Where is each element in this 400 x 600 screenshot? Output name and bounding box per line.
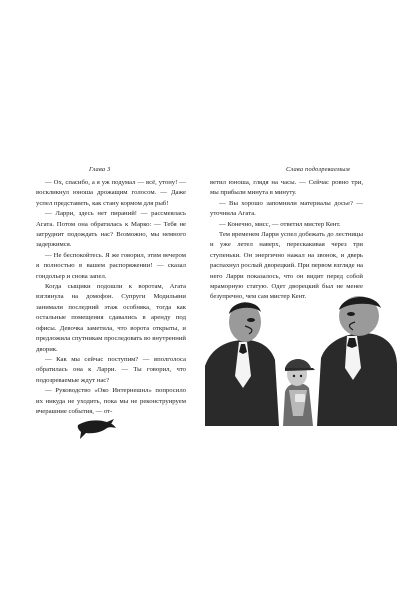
- paragraph: — Конечно, мисс, — ответил мистер Кент.: [219, 220, 341, 228]
- right-page-text: [210, 178, 363, 303]
- paragraph: — Не беспокойтесь. Я же говорил, этим вечером я полностью в вашем распоряжении! — сказал гондольер и снова запел.: [36, 251, 186, 280]
- paragraph: ветил юноша, глядя на часы. — Сейчас ровно три, мы прибыли минута в минуту.: [210, 179, 363, 197]
- left-butler-figure: [205, 302, 279, 426]
- paragraph: — Руководство «Око Интернешнл» попросило их никуда не уходить, пока мы не реконструируем вчерашние события, — от-: [36, 387, 186, 415]
- paragraph: Когда сыщики подошли к воротам, Агата взглянула на домофон. Супруги Модильяни занимали последний этаж особняка, тогда как остальные помещения сдавались в аренду под офисы. Девочка заметила, что ворота открыты, и предложила спутникам проследовать во внутренний дворик.: [36, 283, 186, 353]
- running-head-left: Глава 3: [89, 166, 111, 173]
- bird-ornament-icon: [74, 412, 118, 442]
- paragraph: — Ох, спасибо, а я уж подумал — всё, утону! — воскликнул юноша дрожащим голосом. — Даже успел представить, как стану кормом для рыб!: [36, 179, 186, 207]
- paragraph: — Вы хорошо запомнили материалы досье? — уточнила Агата.: [210, 199, 363, 218]
- left-page-text: [36, 178, 186, 417]
- paragraph: — Как мы сейчас поступим? — вполголоса обратилась она к Ларри. — Ты говорил, что подозреваемые ждут нас?: [36, 355, 186, 384]
- boy-figure: [283, 359, 315, 426]
- page-number: 44: [24, 419, 32, 426]
- running-head-right: Слава подозреваемым: [286, 166, 350, 173]
- paragraph: — Ларри, здесь нет пираний! — рассмеялась Агата. Потом она обратилась к Марко: — Тебя не затруднит подождать нас? Возможно, мы немного задержимся.: [36, 210, 186, 249]
- paragraph: Тем временем Ларри успел добежать до лестницы и уже летел наверх, перескакивая через три ступеньки. Он энергично нажал на звонок, и дверь распахнул рослый дворецкий. При первом взгляде на него Ларри показалось, что он видит перед собой мраморную статую. Одет дворецкий был не менее безупречно, чем сам мистер Кент.: [210, 231, 363, 301]
- two-butlers-and-boy-illustration: [205, 296, 397, 426]
- right-butler-figure: [317, 296, 397, 426]
